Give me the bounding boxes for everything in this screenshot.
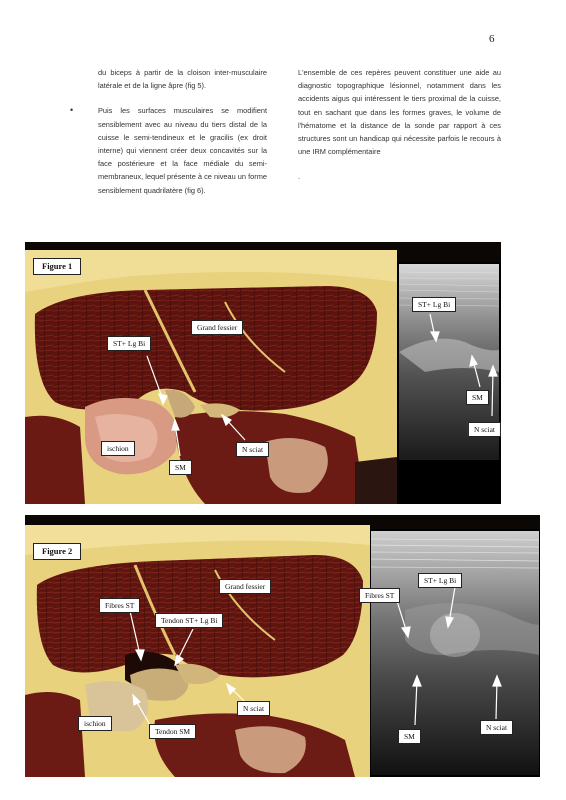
figure-1-label-n-sciat: N sciat — [236, 442, 269, 457]
figure-2-us-label-sm: SM — [398, 729, 421, 744]
figure-1-title: Figure 1 — [33, 258, 81, 275]
figure-2-us-label-fibres-st: Fibres ST — [359, 588, 400, 603]
figure-1-us-label-st-lg-bi: ST+ Lg Bi — [412, 297, 456, 312]
figure-2 — [25, 515, 540, 777]
figure-1-label-ischion: ischion — [101, 441, 135, 456]
figure-2-us-label-n-sciat: N sciat — [480, 720, 513, 735]
figure-1-us-label-n-sciat: N sciat — [468, 422, 501, 437]
figure-2-anatomy-image — [25, 515, 540, 777]
figure-1 — [25, 242, 501, 504]
bullet-mark: • — [70, 105, 74, 116]
figure-1-label-grand-fessier: Grand fessier — [191, 320, 243, 335]
right-text-column — [298, 66, 501, 196]
figure-1-label-st-lg-bi: ST+ Lg Bi — [107, 336, 151, 351]
figure-2-label-tendon-sm: Tendon SM — [149, 724, 196, 739]
left-text-column — [70, 66, 267, 209]
right-paragraph-trailing: . — [298, 172, 301, 182]
figure-2-label-tendon-st-lg-bi: Tendon ST+ Lg Bi — [155, 613, 223, 628]
figure-2-us-label-st-lg-bi: ST+ Lg Bi — [418, 573, 462, 588]
figure-1-label-sm: SM — [169, 460, 192, 475]
figure-2-label-n-sciat: N sciat — [237, 701, 270, 716]
left-paragraph-2: Puis les surfaces musculaires se modifient sensiblement avec au niveau du tiers distal de la cuisse le semi-tendineux et le gracilis (ex droit interne) qui viennent créer deux concavités sur la face postérieure et la face médiale du semi-membraneux, lequel présente à ce niveau un forme sensiblement quadrilatère (fig 6). — [98, 106, 267, 195]
figure-1-us-label-sm: SM — [466, 390, 489, 405]
bullet-item — [70, 104, 267, 196]
figure-2-label-ischion: ischion — [78, 716, 112, 731]
figure-2-title: Figure 2 — [33, 543, 81, 560]
figure-1-anatomy-image — [25, 242, 501, 504]
figure-2-label-fibres-st: Fibres ST — [99, 598, 140, 613]
right-paragraph-1: L'ensemble de ces repères peuvent constituer une aide au diagnostic topographique lésionnel, notamment dans les accidents aigus qui intéressent le tiers proximal de la cuisse, tout en sachant que dans les formes graves, le volume de l'hématome et la distance de la sonde par rapport à ces structures sont un handicap qui nécessite parfois le recours à une IRM complémentaire — [298, 68, 501, 157]
page-number: 6 — [489, 33, 495, 45]
figure-2-label-grand-fessier: Grand fessier — [219, 579, 271, 594]
left-paragraph-1: du biceps à partir de la cloison inter-musculaire latérale et de la ligne âpre (fig 5). — [98, 68, 267, 91]
